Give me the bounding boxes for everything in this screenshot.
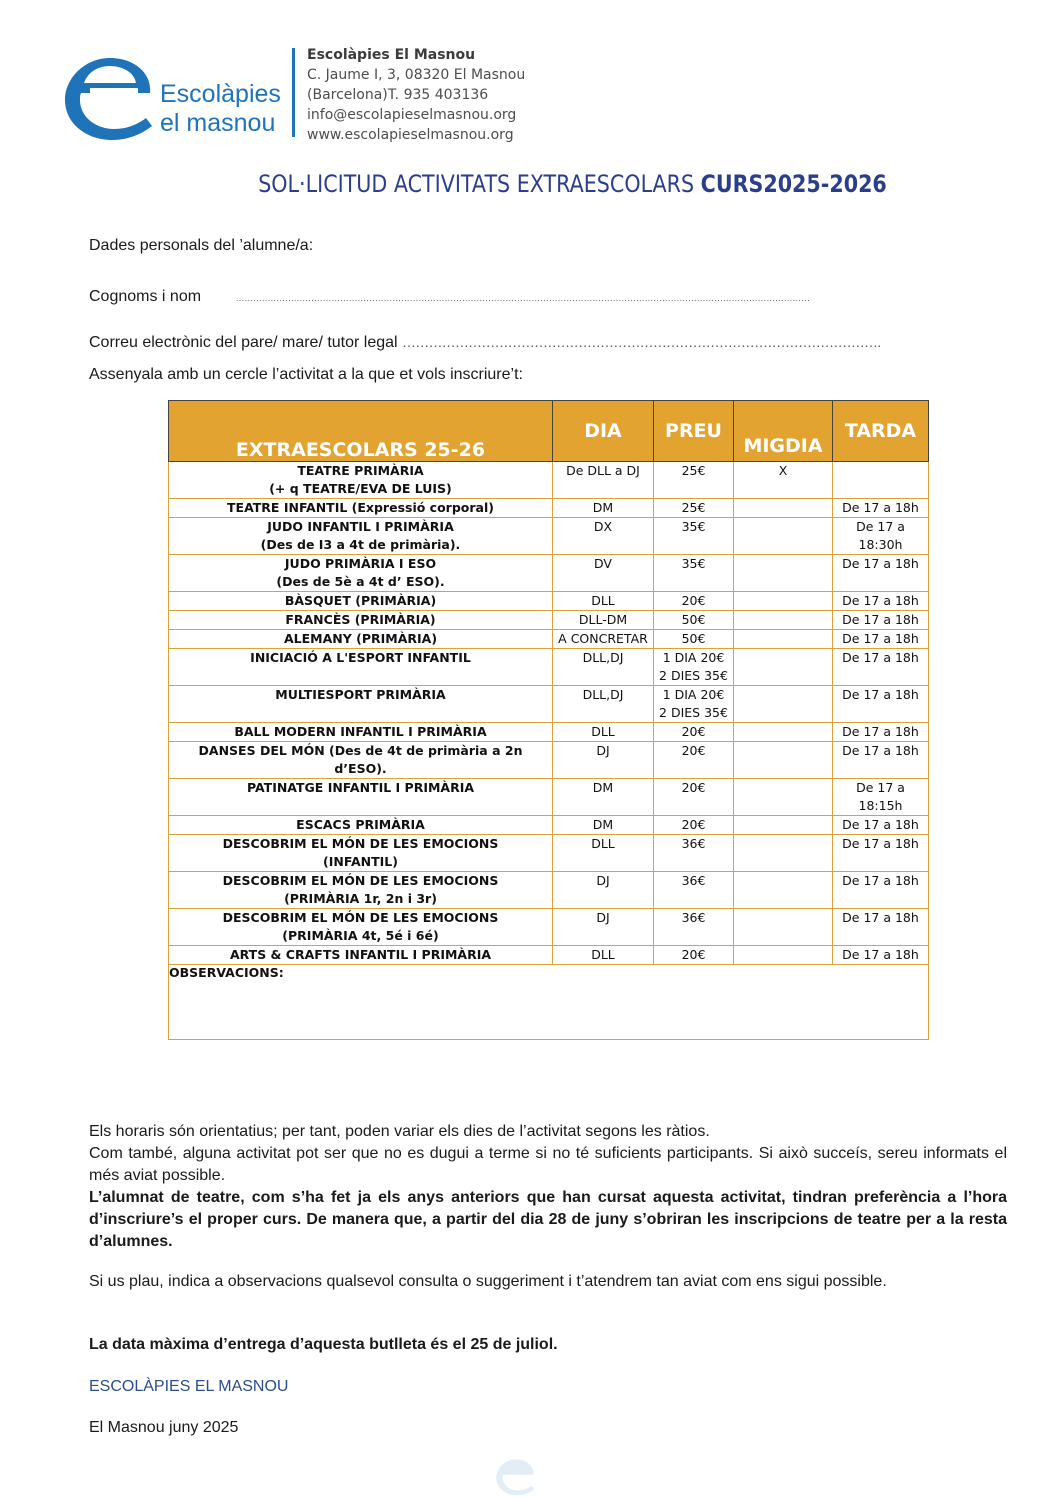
table-row[interactable] bbox=[169, 686, 929, 723]
deadline-text: La data màxima d’entrega d’aquesta butlleta és el 25 de juliol. bbox=[89, 1336, 558, 1353]
table-row[interactable] bbox=[169, 779, 929, 816]
activity-cell: ARTS & CRAFTS INFANTIL I PRIMÀRIA bbox=[169, 946, 553, 965]
surname-field[interactable]: ……………………………………………………………………………………………………………………………………………………………………………… bbox=[235, 293, 810, 303]
table-row[interactable] bbox=[169, 872, 929, 909]
day-cell: DLL bbox=[553, 835, 654, 872]
observations-row bbox=[169, 965, 929, 1040]
activity-cell: PATINATGE INFANTIL I PRIMÀRIA bbox=[169, 779, 553, 816]
email-field[interactable]: ………………………………………………………………………………………………. bbox=[402, 334, 881, 350]
logo-line-1: Escolàpies bbox=[160, 80, 281, 108]
price-cell: 36€ bbox=[654, 835, 734, 872]
midday-cell bbox=[734, 518, 833, 555]
table-row[interactable] bbox=[169, 909, 929, 946]
address-line-2: (Barcelona)T. 935 403136 bbox=[307, 87, 489, 103]
school-email[interactable]: info@escolapieselmasnou.org bbox=[307, 107, 517, 123]
day-cell: DLL bbox=[553, 946, 654, 965]
table-row[interactable] bbox=[169, 518, 929, 555]
midday-cell bbox=[734, 630, 833, 649]
header-midday: MIGDIA bbox=[734, 401, 833, 462]
activity-cell: JUDO PRIMÀRIA I ESO (Des de 5è a 4t d’ ESO). bbox=[169, 555, 553, 592]
title-course: CURS2025-2026 bbox=[700, 170, 887, 198]
day-cell: DJ bbox=[553, 872, 654, 909]
note-theatre bbox=[89, 1187, 1007, 1253]
day-cell: DLL,DJ bbox=[553, 686, 654, 723]
price-cell: 36€ bbox=[654, 909, 734, 946]
afternoon-cell: De 17 a 18h bbox=[833, 592, 929, 611]
afternoon-cell: De 17 a 18h bbox=[833, 742, 929, 779]
price-cell: 1 DIA 20€ 2 DIES 35€ bbox=[654, 686, 734, 723]
day-cell: DLL bbox=[553, 592, 654, 611]
midday-cell bbox=[734, 592, 833, 611]
observations-label: OBSERVACIONS: bbox=[169, 965, 284, 980]
afternoon-cell: De 17 a 18:15h bbox=[833, 779, 929, 816]
price-cell: 25€ bbox=[654, 462, 734, 499]
midday-cell bbox=[734, 946, 833, 965]
day-cell: A CONCRETAR bbox=[553, 630, 654, 649]
price-cell: 50€ bbox=[654, 611, 734, 630]
midday-cell bbox=[734, 909, 833, 946]
activity-cell: INICIACIÓ A L'ESPORT INFANTIL bbox=[169, 649, 553, 686]
midday-cell bbox=[734, 742, 833, 779]
table-row[interactable] bbox=[169, 742, 929, 779]
day-cell: DJ bbox=[553, 742, 654, 779]
afternoon-cell: De 17 a 18h bbox=[833, 872, 929, 909]
deadline bbox=[89, 1334, 1007, 1356]
price-cell: 20€ bbox=[654, 816, 734, 835]
day-cell: DV bbox=[553, 555, 654, 592]
header-divider bbox=[292, 48, 295, 137]
table-row[interactable] bbox=[169, 649, 929, 686]
table-header-row bbox=[169, 401, 929, 462]
day-cell: De DLL a DJ bbox=[553, 462, 654, 499]
table-row[interactable] bbox=[169, 946, 929, 965]
price-cell: 20€ bbox=[654, 742, 734, 779]
activity-cell: DESCOBRIM EL MÓN DE LES EMOCIONS (INFANTIL) bbox=[169, 835, 553, 872]
instruction-text: Assenyala amb un cercle l’activitat a la que et vols inscriure’t: bbox=[89, 366, 523, 383]
table-row[interactable] bbox=[169, 723, 929, 742]
afternoon-cell: De 17 a 18h bbox=[833, 686, 929, 723]
afternoon-cell: De 17 a 18h bbox=[833, 649, 929, 686]
surname-label: Cognoms i nom bbox=[89, 288, 202, 305]
price-cell: 20€ bbox=[654, 723, 734, 742]
school-website[interactable]: www.escolapieselmasnou.org bbox=[307, 127, 514, 143]
place-date: El Masnou juny 2025 bbox=[89, 1419, 239, 1436]
personal-data-label: Dades personals del ’alumne/a: bbox=[89, 237, 314, 254]
midday-cell bbox=[734, 872, 833, 909]
address-line-1: C. Jaume I, 3, 08320 El Masnou bbox=[307, 67, 526, 83]
school-contact bbox=[307, 45, 525, 145]
table-row[interactable] bbox=[169, 816, 929, 835]
midday-cell bbox=[734, 611, 833, 630]
day-cell: DLL,DJ bbox=[553, 649, 654, 686]
activity-cell: ALEMANY (PRIMÀRIA) bbox=[169, 630, 553, 649]
logo-line-2: el masnou bbox=[160, 109, 276, 137]
day-cell: DM bbox=[553, 816, 654, 835]
table-row[interactable] bbox=[169, 462, 929, 499]
day-cell: DLL-DM bbox=[553, 611, 654, 630]
header-afternoon: TARDA bbox=[833, 401, 929, 462]
day-cell: DLL bbox=[553, 723, 654, 742]
activity-cell: MULTIESPORT PRIMÀRIA bbox=[169, 686, 553, 723]
midday-cell bbox=[734, 649, 833, 686]
header-activity: EXTRAESCOLARS 25-26 bbox=[169, 401, 553, 462]
afternoon-cell: De 17 a 18h bbox=[833, 835, 929, 872]
activity-cell: TEATRE PRIMÀRIA (+ q TEATRE/EVA DE LUIS) bbox=[169, 462, 553, 499]
note-minimum: Com també, alguna activitat pot ser que no es dugui a terme si no té suficients participants. Si això succeís, sereu informats el més aviat possible. bbox=[89, 1145, 1007, 1184]
activity-cell: BÀSQUET (PRIMÀRIA) bbox=[169, 592, 553, 611]
midday-cell bbox=[734, 723, 833, 742]
table-row[interactable] bbox=[169, 499, 929, 518]
activity-cell: TEATRE INFANTIL (Expressió corporal) bbox=[169, 499, 553, 518]
midday-cell bbox=[734, 835, 833, 872]
signature: ESCOLÀPIES EL MASNOU bbox=[89, 1378, 289, 1395]
observations-field[interactable] bbox=[169, 965, 929, 1040]
price-cell: 20€ bbox=[654, 946, 734, 965]
activity-cell: FRANCÈS (PRIMÀRIA) bbox=[169, 611, 553, 630]
midday-cell bbox=[734, 499, 833, 518]
afternoon-cell: De 17 a 18h bbox=[833, 555, 929, 592]
price-cell: 20€ bbox=[654, 779, 734, 816]
afternoon-cell: De 17 a 18h bbox=[833, 611, 929, 630]
midday-cell bbox=[734, 555, 833, 592]
price-cell: 1 DIA 20€ 2 DIES 35€ bbox=[654, 649, 734, 686]
price-cell: 20€ bbox=[654, 592, 734, 611]
day-cell: DJ bbox=[553, 909, 654, 946]
activity-cell: DESCOBRIM EL MÓN DE LES EMOCIONS (PRIMÀRIA 1r, 2n i 3r) bbox=[169, 872, 553, 909]
note-schedules: Els horaris són orientatius; per tant, poden variar els dies de l’activitat segons les ràtios. bbox=[89, 1123, 710, 1140]
table-row[interactable] bbox=[169, 611, 929, 630]
document-title bbox=[80, 170, 1059, 198]
header-price: PREU bbox=[654, 401, 734, 462]
surname-row bbox=[89, 288, 810, 306]
title-main: SOL·LICITUD ACTIVITATS EXTRAESCOLARS bbox=[258, 170, 701, 198]
afternoon-cell: De 17 a 18h bbox=[833, 630, 929, 649]
activity-cell: JUDO INFANTIL I PRIMÀRIA (Des de I3 a 4t de primària). bbox=[169, 518, 553, 555]
activities-table bbox=[168, 400, 929, 1040]
price-cell: 35€ bbox=[654, 518, 734, 555]
price-cell: 50€ bbox=[654, 630, 734, 649]
afternoon-cell: De 17 a 18h bbox=[833, 499, 929, 518]
afternoon-cell bbox=[833, 462, 929, 499]
note-theatre-text: L’alumnat de teatre, com s’ha fet ja els anys anteriors que han cursat aquesta activitat, tindran preferència a l’hora d’inscriure’s el proper curs. De manera que, a partir del dia 28 de juny s’obriran les inscripcions de teatre per a la resta d’alumnes. bbox=[89, 1189, 1007, 1250]
midday-cell bbox=[734, 816, 833, 835]
midday-cell bbox=[734, 686, 833, 723]
price-cell: 25€ bbox=[654, 499, 734, 518]
note-observations: Si us plau, indica a observacions qualsevol consulta o suggeriment i t’atendrem tan aviat com ens sigui possible. bbox=[89, 1273, 887, 1290]
email-label: Correu electrònic del pare/ mare/ tutor legal bbox=[89, 334, 398, 351]
school-name: Escolàpies El Masnou bbox=[307, 47, 476, 63]
price-cell: 35€ bbox=[654, 555, 734, 592]
afternoon-cell: De 17 a 18h bbox=[833, 946, 929, 965]
day-cell: DM bbox=[553, 779, 654, 816]
day-cell: DX bbox=[553, 518, 654, 555]
afternoon-cell: De 17 a 18:30h bbox=[833, 518, 929, 555]
header-day: DIA bbox=[553, 401, 654, 462]
table-row[interactable] bbox=[169, 835, 929, 872]
table-row[interactable] bbox=[169, 630, 929, 649]
activity-cell: DESCOBRIM EL MÓN DE LES EMOCIONS (PRIMÀRIA 4t, 5é i 6é) bbox=[169, 909, 553, 946]
watermark-logo bbox=[488, 1455, 544, 1497]
activity-cell: DANSES DEL MÓN (Des de 4t de primària a 2n d’ESO). bbox=[169, 742, 553, 779]
midday-cell: X bbox=[734, 462, 833, 499]
logo-wordmark bbox=[160, 80, 281, 138]
table-row[interactable] bbox=[169, 555, 929, 592]
midday-cell bbox=[734, 779, 833, 816]
day-cell: DM bbox=[553, 499, 654, 518]
afternoon-cell: De 17 a 18h bbox=[833, 723, 929, 742]
afternoon-cell: De 17 a 18h bbox=[833, 909, 929, 946]
price-cell: 36€ bbox=[654, 872, 734, 909]
school-logo bbox=[60, 48, 160, 144]
activity-cell: ESCACS PRIMÀRIA bbox=[169, 816, 553, 835]
afternoon-cell: De 17 a 18h bbox=[833, 816, 929, 835]
table-row[interactable] bbox=[169, 592, 929, 611]
email-row bbox=[89, 334, 880, 352]
activity-cell: BALL MODERN INFANTIL I PRIMÀRIA bbox=[169, 723, 553, 742]
